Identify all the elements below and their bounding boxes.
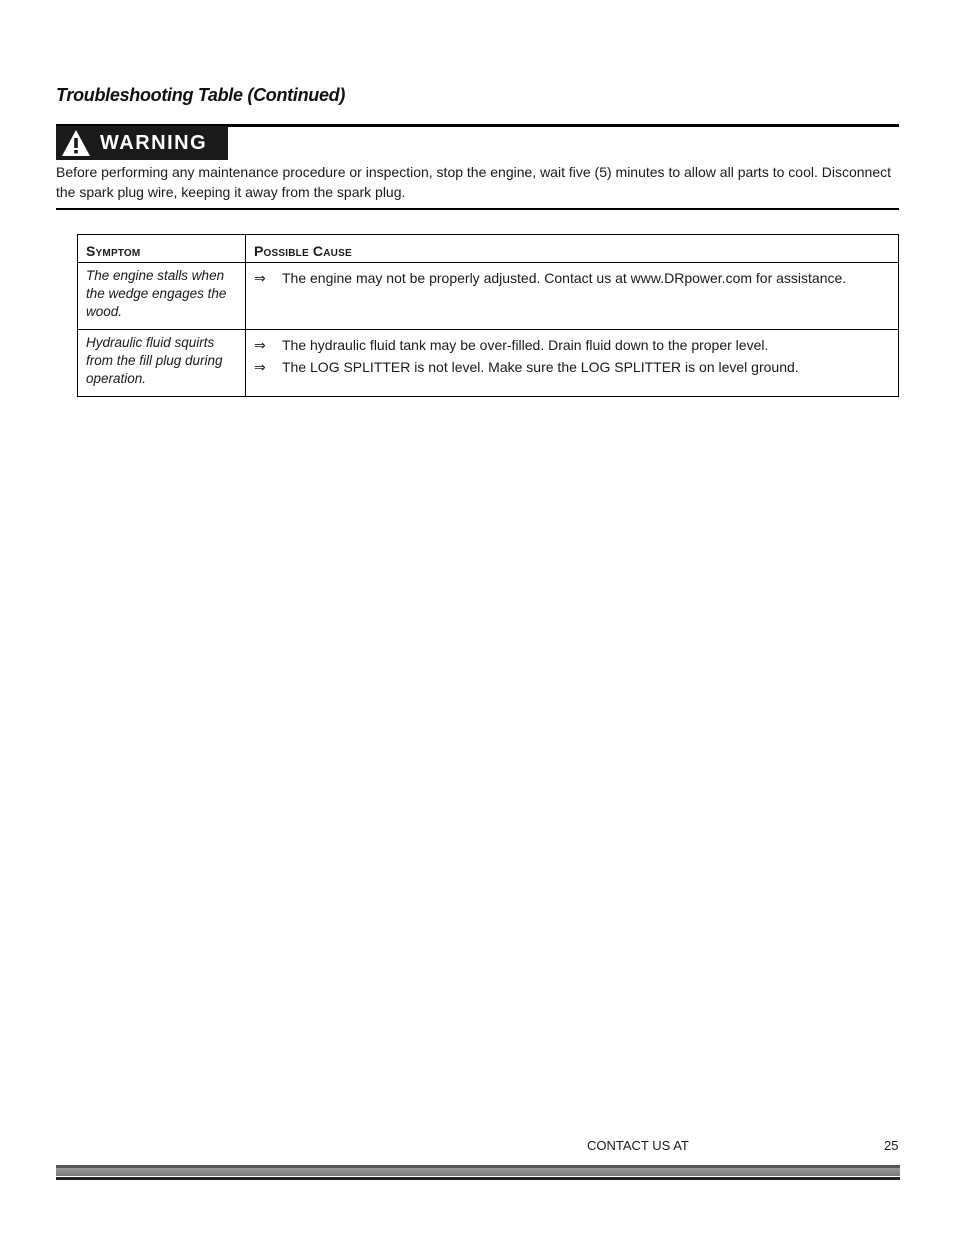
symptom-column-header: Symptom xyxy=(78,235,246,263)
possible-cause-column-header: Possible Cause xyxy=(246,235,899,263)
symptom-cell: Hydraulic fluid squirts from the fill plug during operation. xyxy=(78,330,246,397)
troubleshooting-table xyxy=(77,234,899,397)
cause-text: The engine may not be properly adjusted. Contact us at www.DRpower.com for assistance. xyxy=(282,270,847,286)
page-number: 25 xyxy=(884,1138,899,1153)
warning-triangle-icon xyxy=(60,128,92,158)
cause-item xyxy=(254,356,890,378)
arrow-icon: ⇒ xyxy=(254,359,266,375)
cause-text: The hydraulic fluid tank may be over-filled. Drain fluid down to the proper level. xyxy=(282,337,769,353)
arrow-icon: ⇒ xyxy=(254,337,266,353)
warning-text: Before performing any maintenance procedure or inspection, stop the engine, wait five (5) minutes to allow all parts to cool. Disconnect the spark plug wire, keeping it away from the spark plug. xyxy=(56,164,891,200)
cause-cell xyxy=(246,330,899,397)
footer-contact: CONTACT US AT xyxy=(587,1138,689,1153)
cause-item xyxy=(254,267,890,289)
warning-label: WARNING xyxy=(100,131,208,154)
cause-cell xyxy=(246,263,899,330)
table-header-row xyxy=(78,235,899,263)
cause-item xyxy=(254,334,890,356)
warning-badge xyxy=(56,126,228,160)
warning-bottom-rule xyxy=(56,208,899,210)
cause-text: The LOG SPLITTER is not level. Make sure the LOG SPLITTER is on level ground. xyxy=(282,359,799,375)
symptom-cell: The engine stalls when the wedge engages the wood. xyxy=(78,263,246,330)
arrow-icon: ⇒ xyxy=(254,270,266,286)
footer-bar xyxy=(56,1165,900,1181)
section-title: Troubleshooting Table (Continued) xyxy=(56,85,346,105)
table-row xyxy=(78,330,899,397)
table-row xyxy=(78,263,899,330)
